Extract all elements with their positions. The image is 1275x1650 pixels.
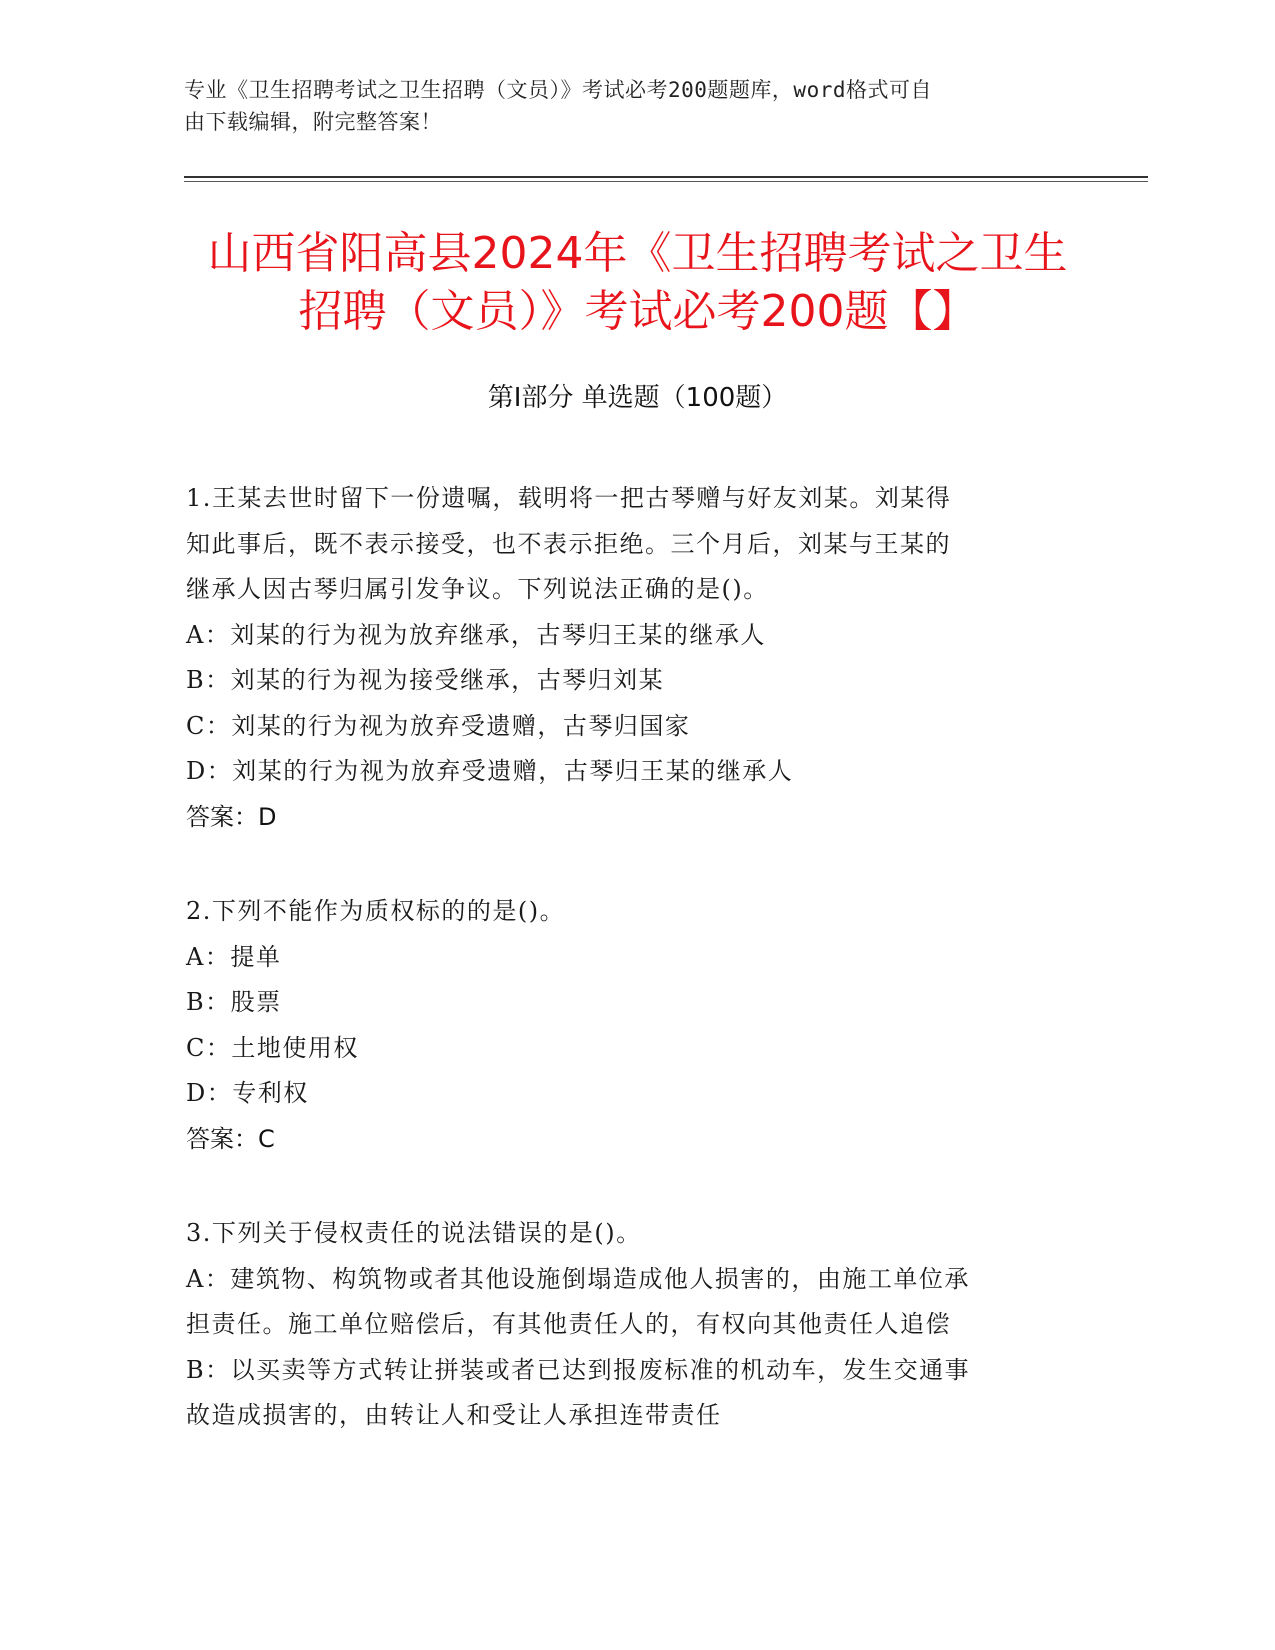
page-title-line: 招聘（文员）》考试必考200题【】 [298,286,977,337]
option-c: C：刘某的行为视为放弃受遗赠，古琴归国家 [186,711,691,740]
header-note [184,74,1064,138]
header-divider [184,176,1148,178]
page-title-line: 山西省阳高县2024年《卫生招聘考试之卫生 [207,228,1068,279]
question-list [186,476,1086,1488]
question-text: 继承人因古琴归属引发争议。下列说法正确的是()。 [186,575,769,603]
question-1 [186,476,1086,840]
option-a: A：提单 [186,942,282,971]
option-a-continued: 担责任。施工单位赔偿后，有其他责任人的，有权向其他责任人追偿 [186,1310,951,1338]
option-a: A：刘某的行为视为放弃继承，古琴归王某的继承人 [186,620,766,649]
answer-line: 答案：C [186,1124,275,1153]
answer-line: 答案：D [186,802,277,831]
option-b-continued: 故造成损害的，由转让人和受让人承担连带责任 [186,1401,722,1429]
option-d: D：刘某的行为视为放弃受遗赠，古琴归王某的继承人 [186,757,794,785]
question-text: 1.王某去世时留下一份遗嘱，载明将一把古琴赠与好友刘某。刘某得 [186,484,952,512]
question-2 [186,889,1086,1162]
option-b: B：刘某的行为视为接受继承，古琴归刘某 [186,666,665,694]
option-a: A：建筑物、构筑物或者其他设施倒塌造成他人损害的，由施工单位承 [186,1264,970,1293]
header-divider-thin [184,181,1148,182]
header-note-line: 专业《卫生招聘考试之卫生招聘（文员）》考试必考200题题库，word格式可自 [184,78,932,102]
header-note-line: 由下载编辑，附完整答案！ [184,110,442,134]
section-heading: 第Ⅰ部分 单选题（100题） [487,383,788,413]
question-text: 2.下列不能作为质权标的的是()。 [186,897,566,925]
question-text: 知此事后，既不表示接受，也不表示拒绝。三个月后，刘某与王某的 [186,529,951,558]
option-b: B：股票 [186,988,282,1016]
option-d: D：专利权 [186,1079,309,1107]
question-text: 3.下列关于侵权责任的说法错误的是()。 [186,1219,642,1247]
page-title [150,225,1125,341]
question-3 [186,1211,1086,1439]
option-c: C：土地使用权 [186,1033,359,1062]
option-b: B：以买卖等方式转让拼装或者已达到报废标准的机动车，发生交通事 [186,1355,971,1384]
